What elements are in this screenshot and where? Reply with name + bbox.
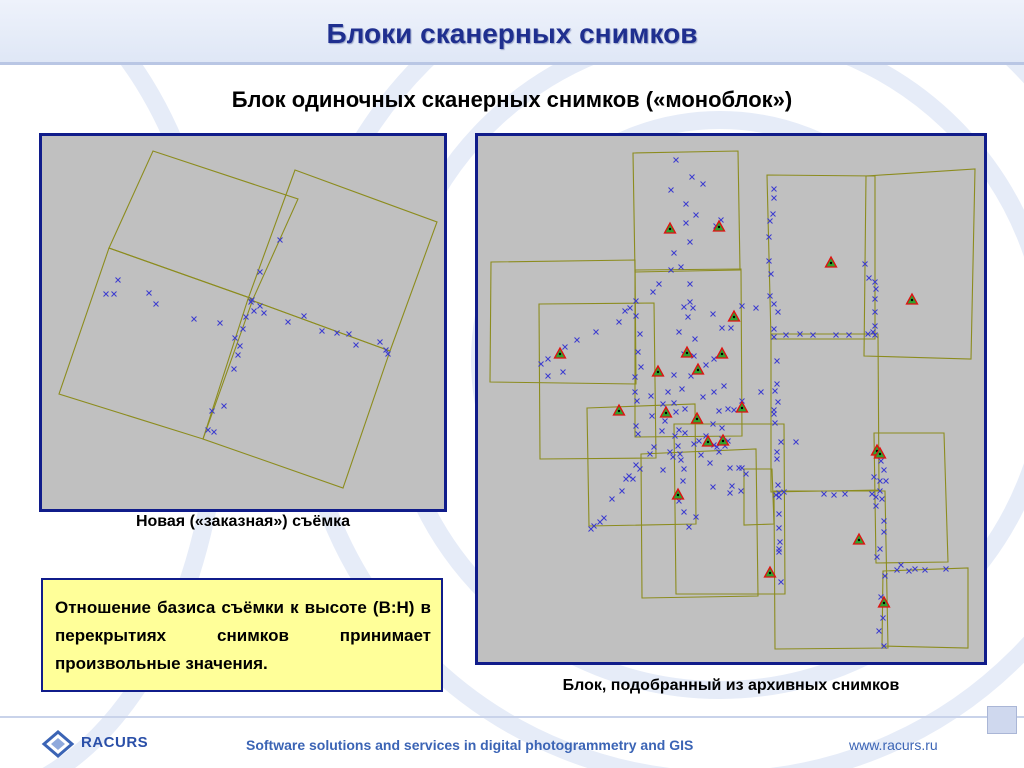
tie-point: [681, 479, 686, 484]
tie-point: [777, 495, 782, 500]
tie-point: [882, 468, 887, 473]
racurs-logo-icon: [40, 728, 76, 758]
tie-point: [683, 431, 688, 436]
tie-point: [598, 520, 603, 525]
tie-point: [679, 458, 684, 463]
tie-point: [832, 493, 837, 498]
image-frame: [774, 491, 888, 649]
tie-point: [688, 282, 693, 287]
tie-point: [779, 580, 784, 585]
tie-point: [222, 404, 227, 409]
ground-control-point-center: [769, 572, 771, 574]
tie-point: [740, 304, 745, 309]
tie-point: [732, 408, 737, 413]
tie-point: [811, 333, 816, 338]
tie-point: [218, 321, 223, 326]
tie-point: [776, 310, 781, 315]
tie-point: [683, 407, 688, 412]
tie-point: [772, 187, 777, 192]
tie-point: [236, 353, 241, 358]
tie-point: [772, 196, 777, 201]
tie-point: [561, 370, 566, 375]
tie-point: [712, 357, 717, 362]
tie-point: [634, 463, 639, 468]
tie-point: [680, 387, 685, 392]
tie-point: [737, 466, 742, 471]
tie-point: [907, 569, 912, 574]
tie-point: [880, 497, 885, 502]
tie-point: [878, 547, 883, 552]
tie-point: [676, 444, 681, 449]
tie-point: [777, 526, 782, 531]
tie-point: [674, 158, 679, 163]
tie-point: [777, 550, 782, 555]
tie-point: [754, 306, 759, 311]
image-frame: [539, 303, 656, 459]
tie-point: [684, 221, 689, 226]
tie-point: [302, 314, 307, 319]
ground-control-point-center: [883, 602, 885, 604]
bh-ratio-note-text: Отношение базиса съёмки к высоте (B:H) в перекрытиях снимков принимает произвольные значения.: [55, 598, 431, 673]
tie-point: [617, 320, 622, 325]
tie-point: [546, 357, 551, 362]
tie-point: [286, 320, 291, 325]
image-frame: [109, 151, 298, 299]
tie-point: [720, 426, 725, 431]
tie-point: [639, 365, 644, 370]
tie-point: [870, 492, 875, 497]
ground-control-point-center: [686, 352, 688, 354]
tie-point: [112, 292, 117, 297]
tie-point: [624, 477, 629, 482]
tie-point: [730, 484, 735, 489]
ground-control-point-center: [830, 262, 832, 264]
tie-point: [232, 367, 237, 372]
tie-point: [661, 468, 666, 473]
tie-point: [104, 292, 109, 297]
ground-control-point-center: [718, 226, 720, 228]
tie-point: [668, 450, 673, 455]
tie-point: [884, 479, 889, 484]
footer-divider: [0, 716, 1024, 718]
tie-point: [252, 309, 257, 314]
tie-point: [878, 479, 883, 484]
tie-point: [631, 477, 636, 482]
tie-point: [679, 265, 684, 270]
ground-control-point-center: [911, 299, 913, 301]
tie-point: [704, 363, 709, 368]
tie-point: [651, 290, 656, 295]
ground-control-point-center: [665, 412, 667, 414]
bh-ratio-note: [41, 578, 443, 692]
new-survey-block-panel: [39, 133, 447, 512]
tie-point: [772, 302, 777, 307]
tie-point: [712, 390, 717, 395]
tie-point: [874, 287, 879, 292]
tie-point: [728, 491, 733, 496]
tie-point: [776, 400, 781, 405]
ground-control-point-center: [618, 410, 620, 412]
tie-point: [669, 188, 674, 193]
image-frame: [744, 469, 774, 525]
tie-point: [720, 326, 725, 331]
tie-point: [116, 278, 121, 283]
tie-point: [775, 457, 780, 462]
archive-block-panel: [475, 133, 987, 665]
tie-point: [650, 414, 655, 419]
ground-control-point-center: [741, 407, 743, 409]
new-survey-block-diagram: [42, 136, 444, 509]
tie-point: [794, 440, 799, 445]
image-frame: [771, 334, 879, 492]
tie-point: [192, 317, 197, 322]
ground-control-point-center: [722, 440, 724, 442]
tie-point: [874, 504, 879, 509]
tie-point: [775, 382, 780, 387]
new-survey-caption: Новая («заказная») съёмка: [135, 513, 351, 530]
ground-control-point-center: [858, 539, 860, 541]
tie-point: [847, 333, 852, 338]
tie-point: [834, 333, 839, 338]
tie-point: [594, 330, 599, 335]
slide-subtitle: Блок одиночных сканерных снимков («моноблок»): [231, 87, 793, 112]
tie-point: [694, 213, 699, 218]
image-frame: [767, 175, 875, 339]
tie-point: [663, 419, 668, 424]
tie-point: [154, 302, 159, 307]
tie-point: [773, 389, 778, 394]
tie-point: [701, 395, 706, 400]
slide-title: Блоки сканерных снимков: [326, 18, 698, 49]
racurs-logo-text: RACURS: [81, 734, 149, 751]
tie-point: [649, 394, 654, 399]
tie-point: [687, 525, 692, 530]
ground-control-point-center: [696, 418, 698, 420]
ground-control-point-center: [669, 228, 671, 230]
tie-point: [636, 432, 641, 437]
tie-point: [872, 475, 877, 480]
tie-point: [729, 326, 734, 331]
tie-point: [657, 282, 662, 287]
tie-point: [677, 428, 682, 433]
tie-point: [262, 311, 267, 316]
tie-point: [620, 489, 625, 494]
tie-point: [690, 175, 695, 180]
tie-point: [867, 276, 872, 281]
tie-point: [320, 329, 325, 334]
tie-point: [661, 402, 666, 407]
tie-point: [779, 440, 784, 445]
tie-point: [697, 439, 702, 444]
tie-point: [772, 412, 777, 417]
tie-point: [881, 616, 886, 621]
tie-point: [610, 497, 615, 502]
tie-point: [722, 384, 727, 389]
tie-point: [693, 337, 698, 342]
tie-point: [684, 202, 689, 207]
tie-point: [775, 450, 780, 455]
tie-point: [634, 424, 639, 429]
ground-control-point-center: [721, 353, 723, 355]
tie-point: [677, 330, 682, 335]
tie-point: [672, 373, 677, 378]
tie-point: [699, 453, 704, 458]
tie-point: [701, 182, 706, 187]
tie-point: [784, 333, 789, 338]
tie-point: [877, 629, 882, 634]
image-frame: [864, 169, 975, 359]
ground-control-point-center: [707, 441, 709, 443]
tie-point: [711, 312, 716, 317]
tie-point: [913, 567, 918, 572]
tie-point: [674, 410, 679, 415]
tie-point: [212, 430, 217, 435]
tie-point: [147, 291, 152, 296]
tie-point: [660, 429, 665, 434]
archive-block-caption: Блок, подобранный из архивных снимков: [562, 677, 900, 694]
tie-point: [628, 306, 633, 311]
tie-point: [575, 338, 580, 343]
tie-point: [589, 527, 594, 532]
footer-tagline: Software solutions and services in digital photogrammetry and GIS: [246, 737, 694, 753]
image-frame: [641, 449, 758, 598]
tie-point: [772, 327, 777, 332]
tie-point: [843, 492, 848, 497]
footer-website-link[interactable]: www.racurs.ru: [849, 737, 938, 753]
image-frame: [203, 299, 390, 488]
tie-point: [717, 409, 722, 414]
tie-point: [623, 309, 628, 314]
tie-point: [546, 374, 551, 379]
tie-point: [563, 345, 568, 350]
tie-point: [666, 390, 671, 395]
image-frame: [248, 170, 437, 351]
tie-point: [638, 332, 643, 337]
tie-point: [378, 340, 383, 345]
tie-point: [682, 305, 687, 310]
tie-point: [726, 407, 731, 412]
image-frame: [490, 260, 636, 384]
tie-point: [777, 512, 782, 517]
tie-point: [238, 344, 243, 349]
image-frame: [633, 151, 740, 272]
tie-point: [682, 467, 687, 472]
ground-control-point-center: [657, 371, 659, 373]
image-frame: [882, 568, 968, 648]
tie-point: [775, 359, 780, 364]
tie-point: [672, 251, 677, 256]
tie-point: [711, 485, 716, 490]
ground-control-point-center: [733, 316, 735, 318]
tie-point: [875, 555, 880, 560]
tie-point: [778, 540, 783, 545]
ground-control-point-center: [697, 369, 699, 371]
tie-point: [708, 461, 713, 466]
ground-control-point-center: [879, 453, 881, 455]
tie-point: [686, 315, 691, 320]
tie-point: [739, 489, 744, 494]
tie-point: [874, 495, 879, 500]
tie-point: [728, 466, 733, 471]
tie-point: [822, 492, 827, 497]
tie-point: [682, 510, 687, 515]
tie-point: [258, 304, 263, 309]
tie-point: [688, 240, 693, 245]
slide-nav-button[interactable]: [987, 706, 1017, 734]
ground-control-point-center: [677, 494, 679, 496]
tie-point: [673, 434, 678, 439]
tie-point: [899, 563, 904, 568]
tie-point: [354, 343, 359, 348]
archive-block-diagram: [478, 136, 984, 662]
tie-point: [759, 390, 764, 395]
tie-point: [776, 483, 781, 488]
tie-point: [773, 421, 778, 426]
image-frame: [674, 424, 785, 594]
tie-point: [688, 300, 693, 305]
tie-point: [691, 306, 696, 311]
ground-control-point-center: [559, 353, 561, 355]
tie-point: [771, 212, 776, 217]
image-frame: [59, 248, 253, 439]
